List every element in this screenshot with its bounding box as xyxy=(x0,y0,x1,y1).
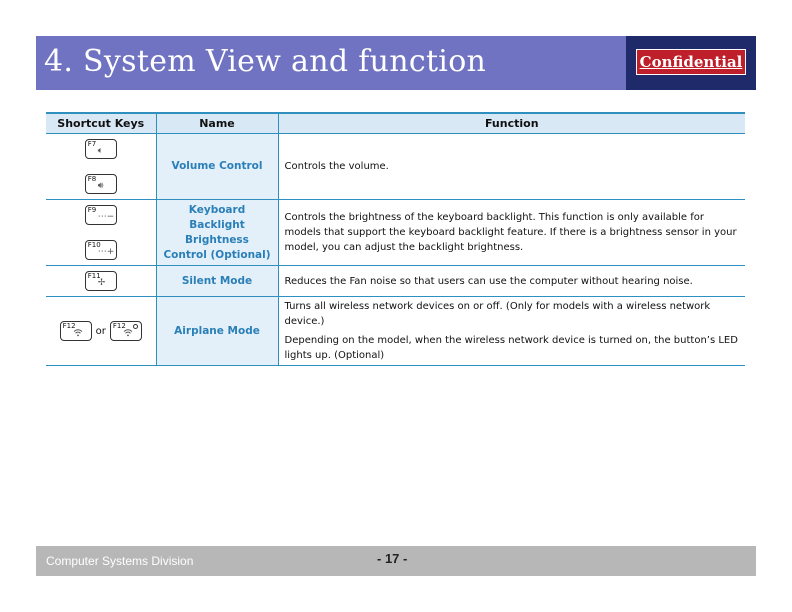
key-label: F7 xyxy=(87,140,97,148)
shortcut-keys-cell xyxy=(46,266,156,297)
function-description-cell xyxy=(278,266,745,297)
function-name-cell: Silent Mode xyxy=(156,266,278,297)
function-description-cell xyxy=(278,200,745,266)
shortcut-keys-cell xyxy=(46,200,156,266)
or-separator: or xyxy=(95,325,106,337)
function-name-cell: Keyboard Backlight Brightness Control (Optional) xyxy=(156,200,278,266)
function-name-cell: Airplane Mode xyxy=(156,297,278,366)
function-description-cell xyxy=(278,134,745,200)
shortcut-keys-cell xyxy=(46,134,156,200)
backlight-plus-icon: ⋯+ xyxy=(97,247,115,257)
f10-key xyxy=(85,240,117,260)
f11-key xyxy=(85,271,117,291)
key-label: F9 xyxy=(87,206,97,214)
key-label: F8 xyxy=(87,175,97,183)
speaker-quiet-icon: 🔈︎ xyxy=(97,146,104,156)
function-name-cell: Volume Control xyxy=(156,134,278,200)
column-header-function: Function xyxy=(278,113,745,134)
function-text: Controls the brightness of the keyboard backlight. This function is only available for models that support the keyboard backlight feature. If there is a brightness sensor in your model, you can adjust the backlight brightness. xyxy=(284,212,737,253)
f12-key-alt xyxy=(110,321,142,341)
function-text: Turns all wireless network devices on or off. (Only for models with a wireless network device.) xyxy=(284,301,711,327)
f8-key xyxy=(85,174,117,194)
f12-key xyxy=(60,321,92,341)
table-row xyxy=(46,200,745,266)
f7-key xyxy=(85,139,117,159)
confidential-label: Confidential xyxy=(636,49,746,75)
wireless-icon xyxy=(73,328,83,340)
function-text: Controls the volume. xyxy=(284,161,389,172)
fan-icon: ✢ xyxy=(97,278,106,288)
table-row xyxy=(46,297,745,366)
function-text: Reduces the Fan noise so that users can use the computer without hearing noise. xyxy=(284,275,693,287)
title-bar xyxy=(36,36,756,90)
footer-division: Computer Systems Division xyxy=(46,554,194,568)
key-label: F12 xyxy=(62,322,76,330)
footer-bar xyxy=(36,546,756,576)
table-row xyxy=(46,266,745,297)
column-header-name: Name xyxy=(156,113,278,134)
key-label: F10 xyxy=(87,241,101,249)
backlight-minus-icon: ⋯− xyxy=(97,212,115,222)
confidential-badge xyxy=(626,36,756,90)
wireless-icon xyxy=(123,328,133,340)
led-indicator-icon xyxy=(133,324,138,329)
function-text: Depending on the model, when the wireless network device is turned on, the button’s LED lights up. (Optional) xyxy=(284,335,738,361)
key-label: F11 xyxy=(87,272,101,280)
shortcut-keys-table xyxy=(46,112,745,366)
function-description-cell xyxy=(278,297,745,366)
shortcut-keys-cell xyxy=(46,297,156,366)
table-row xyxy=(46,134,745,200)
f9-key xyxy=(85,205,117,225)
key-label: F12 xyxy=(112,322,126,330)
table-header-row xyxy=(46,113,745,134)
column-header-shortcut-keys: Shortcut Keys xyxy=(46,113,156,134)
speaker-loud-icon: 🔊︎ xyxy=(97,181,104,191)
page-number: - 17 - xyxy=(377,551,408,566)
page-title: 4. System View and function xyxy=(44,44,487,79)
